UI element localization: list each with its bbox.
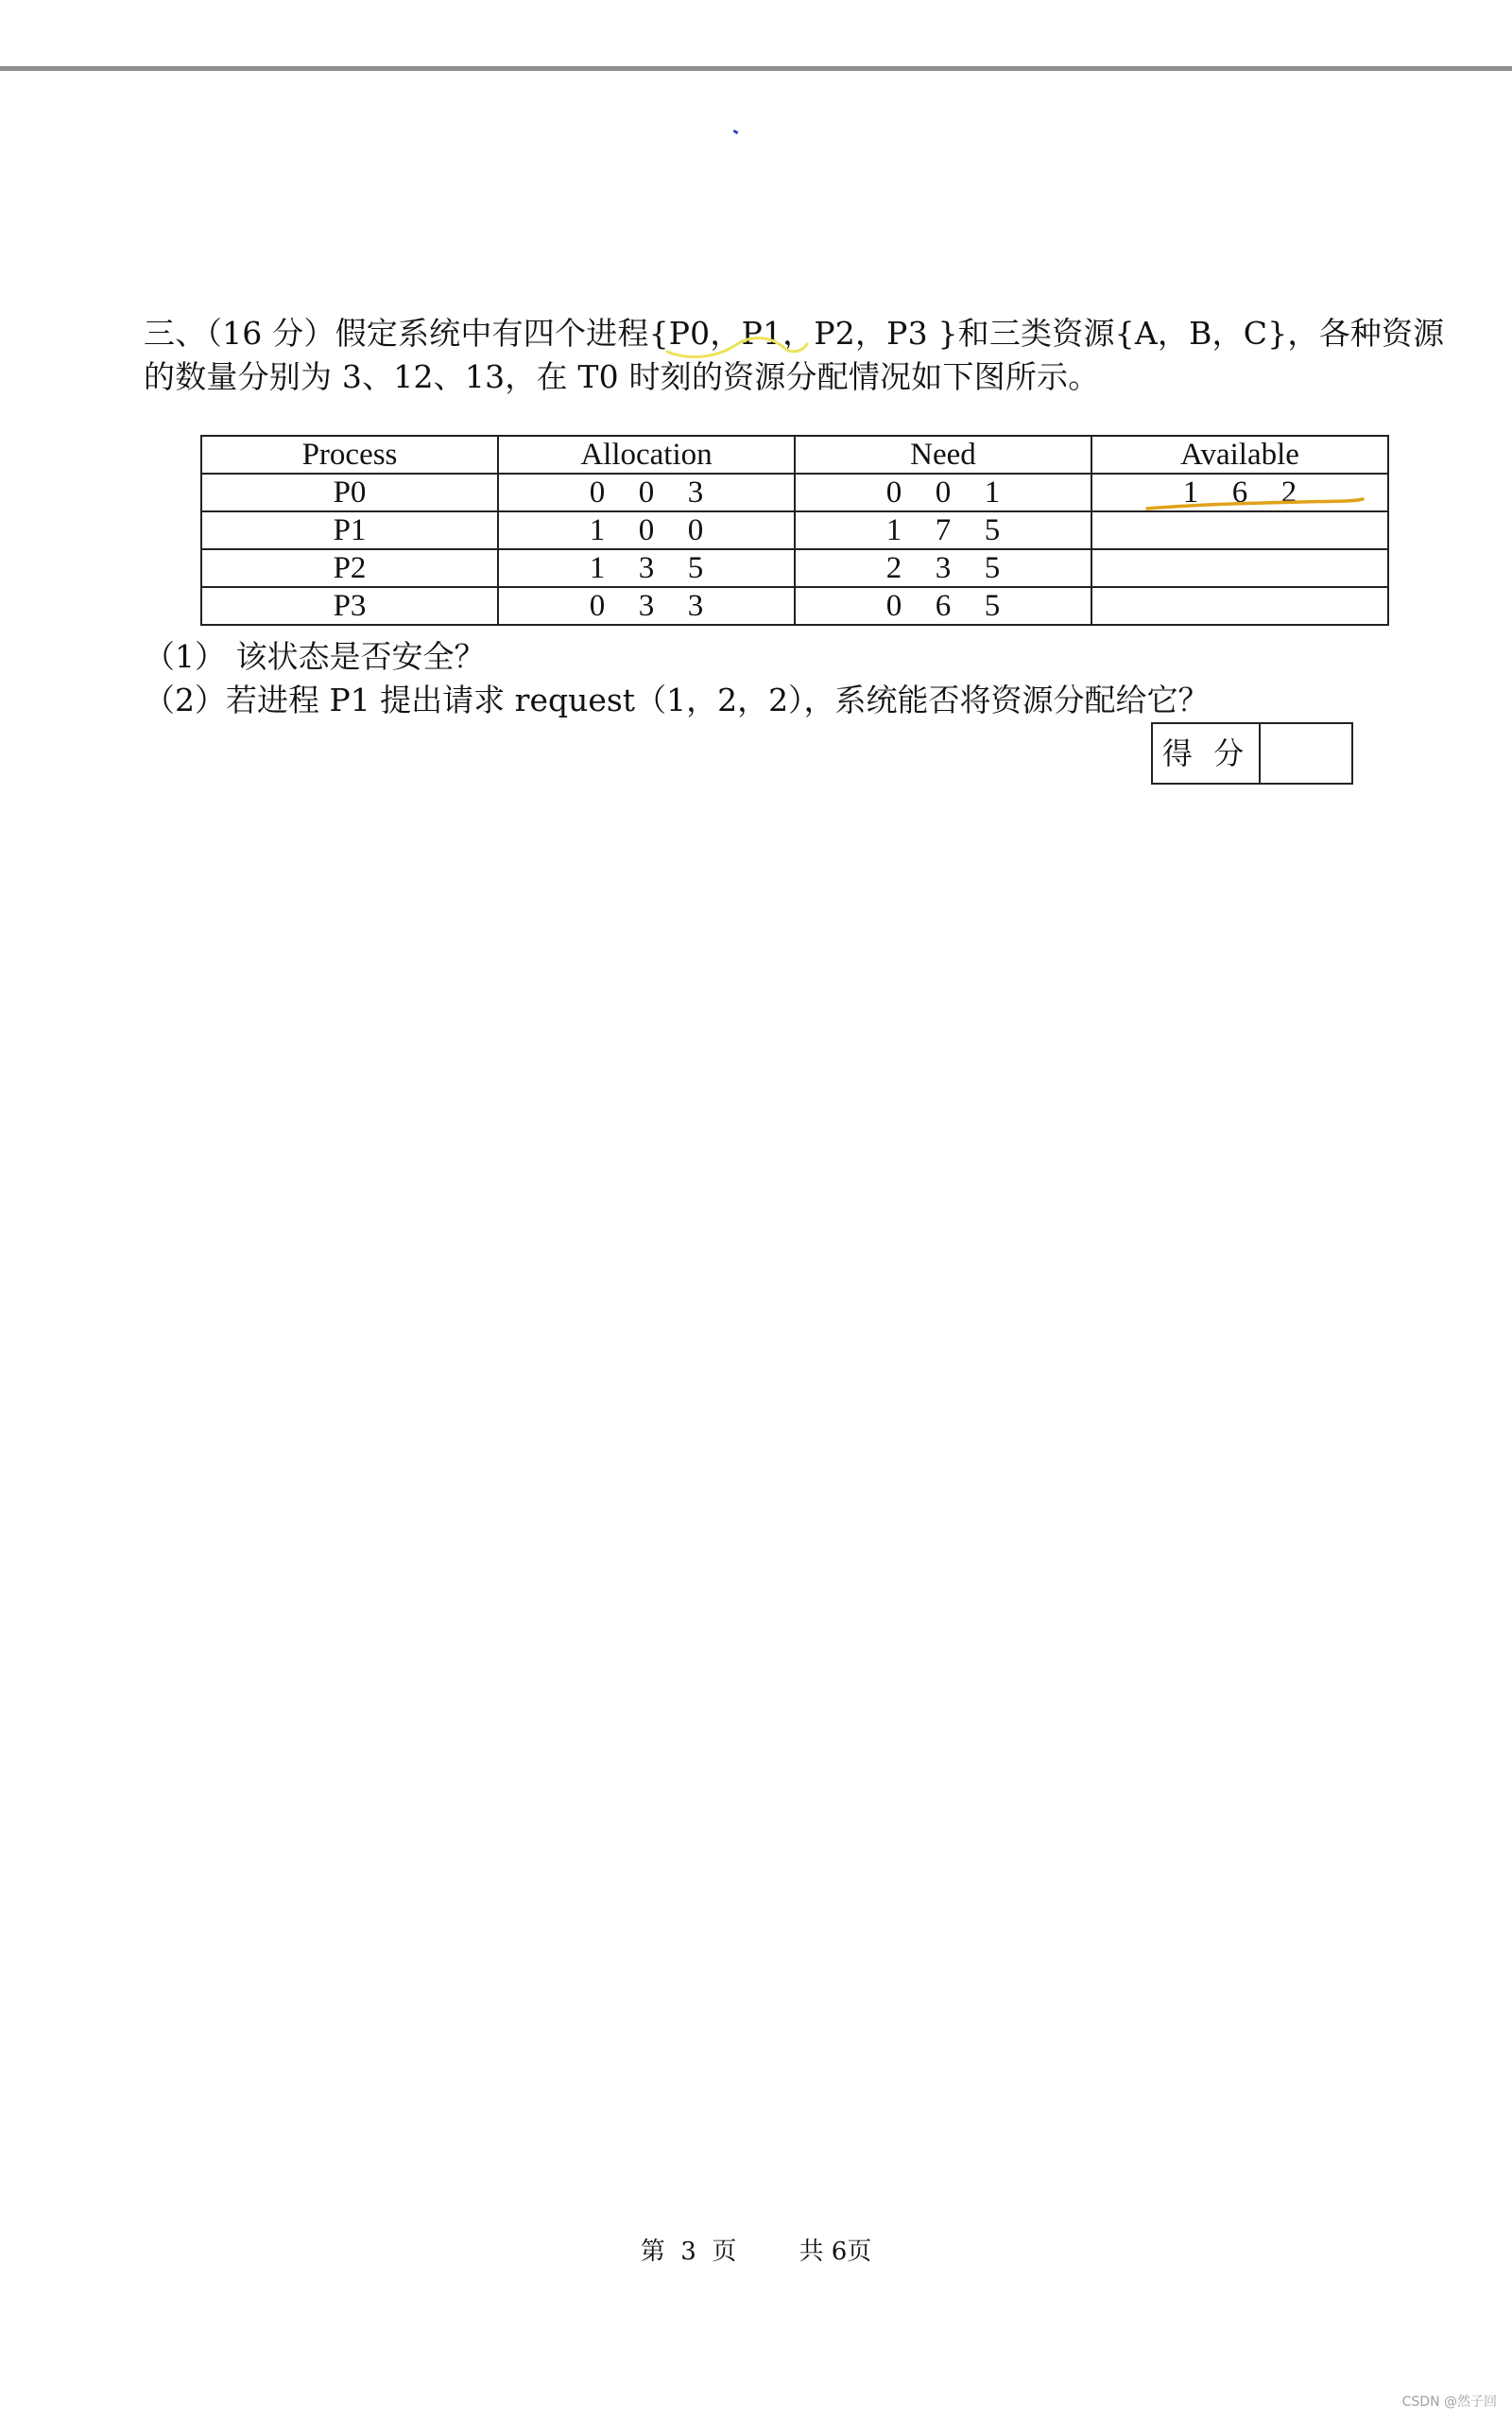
available-c: 2 (1280, 475, 1297, 510)
header-allocation: Allocation (498, 436, 795, 474)
available-b: 6 (1231, 475, 1248, 510)
allocation-b: 3 (638, 589, 655, 623)
question-line-2: 的数量分别为 3、12、13，在 T0 时刻的资源分配情况如下图所示。 (144, 358, 1100, 395)
header-available: Available (1091, 436, 1388, 474)
allocation-c: 3 (687, 475, 704, 510)
subquestion-2: （2）若进程 P1 提出请求 request（1，2，2），系统能否将资源分配给它？ (144, 682, 1210, 718)
available-cell (1091, 474, 1388, 511)
resource-allocation-table (200, 435, 1389, 626)
allocation-cell (498, 511, 795, 549)
score-box (1151, 722, 1353, 785)
stray-ink-mark (733, 130, 739, 134)
need-cell (795, 587, 1091, 625)
allocation-a: 1 (589, 513, 606, 547)
score-label: 得 分 (1153, 724, 1261, 783)
allocation-b: 0 (638, 475, 655, 510)
table-row (201, 549, 1388, 587)
allocation-a: 0 (589, 589, 606, 623)
table-row (201, 587, 1388, 625)
need-cell (795, 549, 1091, 587)
allocation-c: 3 (687, 589, 704, 623)
subquestion-1: （1） 该状态是否安全？ (144, 638, 486, 675)
allocation-cell (498, 549, 795, 587)
process-cell: P3 (201, 587, 498, 625)
available-cell-empty (1091, 511, 1388, 549)
allocation-a: 0 (589, 475, 606, 510)
need-c: 5 (984, 551, 1001, 585)
question-line-1: 三、（16 分）假定系统中有四个进程{P0，P1，P2，P3 }和三类资源{A，B，C}，各种资源 (144, 315, 1445, 352)
process-cell: P2 (201, 549, 498, 587)
need-a: 0 (885, 475, 902, 510)
allocation-b: 3 (638, 551, 655, 585)
need-b: 3 (935, 551, 952, 585)
available-cell-empty (1091, 549, 1388, 587)
need-a: 0 (885, 589, 902, 623)
allocation-b: 0 (638, 513, 655, 547)
need-c: 5 (984, 589, 1001, 623)
need-a: 2 (885, 551, 902, 585)
allocation-cell (498, 474, 795, 511)
need-b: 0 (935, 475, 952, 510)
page-top-rule (0, 66, 1512, 71)
need-c: 5 (984, 513, 1001, 547)
allocation-cell (498, 587, 795, 625)
available-a: 1 (1182, 475, 1199, 510)
page-footer (0, 2233, 1512, 2271)
allocation-c: 0 (687, 513, 704, 547)
question-three (144, 312, 1448, 399)
header-process: Process (201, 436, 498, 474)
allocation-c: 5 (687, 551, 704, 585)
table-row (201, 474, 1388, 511)
page-number: 第 3 页 (640, 2238, 737, 2266)
score-value-field (1261, 724, 1351, 783)
table-row (201, 511, 1388, 549)
source-watermark: CSDN @然子回 (1401, 2394, 1497, 2410)
allocation-a: 1 (589, 551, 606, 585)
process-cell: P1 (201, 511, 498, 549)
need-c: 1 (984, 475, 1001, 510)
table-header-row (201, 436, 1388, 474)
process-cell: P0 (201, 474, 498, 511)
need-cell (795, 511, 1091, 549)
header-need: Need (795, 436, 1091, 474)
page-total: 共 6页 (799, 2238, 872, 2266)
need-cell (795, 474, 1091, 511)
need-a: 1 (885, 513, 902, 547)
need-b: 6 (935, 589, 952, 623)
available-cell-empty (1091, 587, 1388, 625)
need-b: 7 (935, 513, 952, 547)
